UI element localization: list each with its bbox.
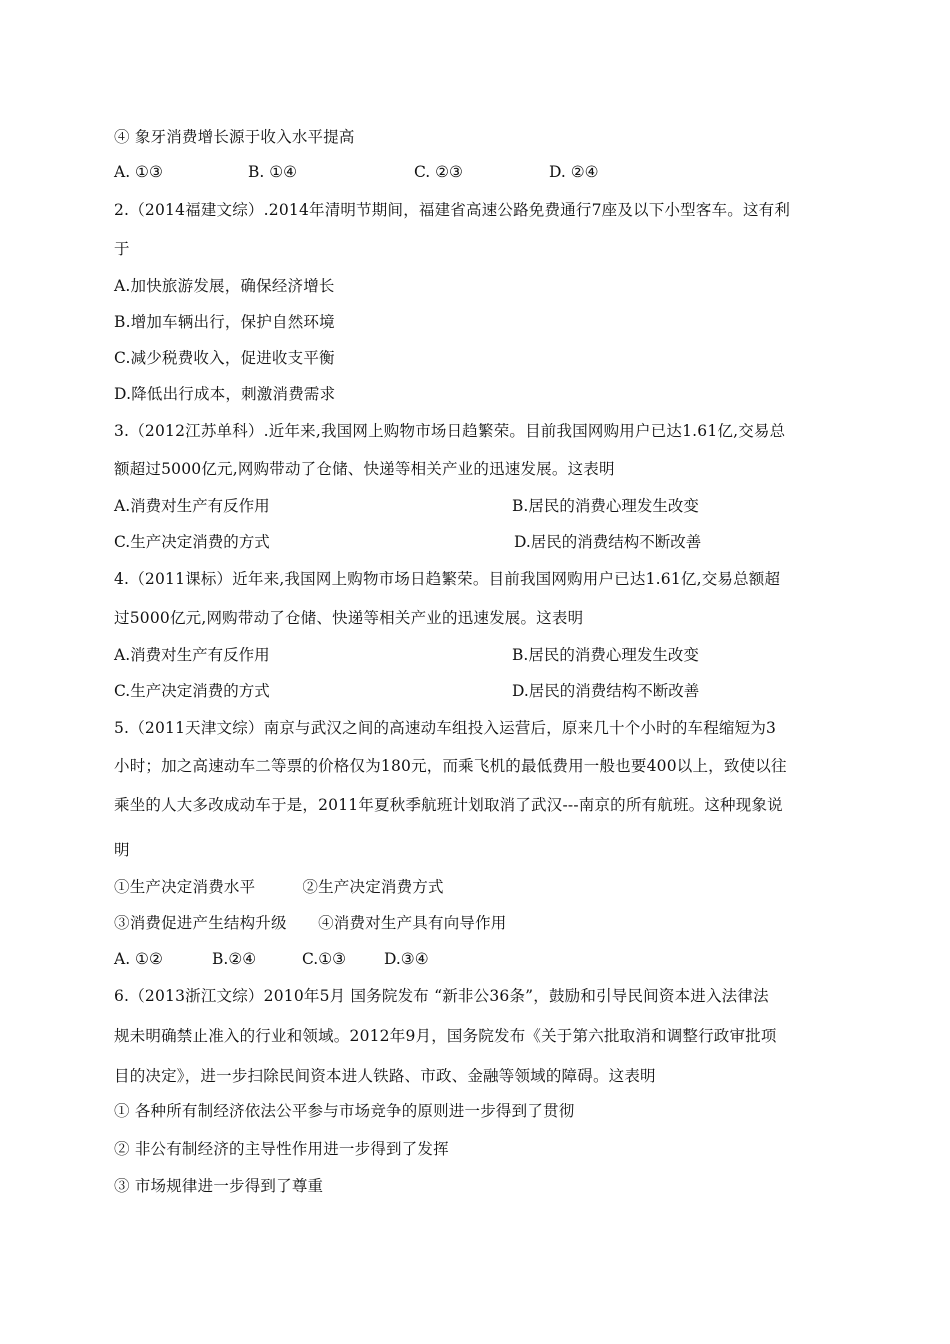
q4-option-a: A.消费对生产有反作用	[114, 646, 270, 664]
q2-stem-line2: 于	[114, 240, 130, 258]
q3-option-d: D.居民的消费结构不断改善	[514, 533, 702, 551]
q6-stem-line2: 规未明确禁止准入的行业和领域。2012年9月，国务院发布《关于第六批取消和调整行政审批项	[114, 1027, 777, 1045]
q2-option-b: B.增加车辆出行，保护自然环境	[114, 313, 335, 331]
q5-stem-line1: 5.（2011天津文综）南京与武汉之间的高速动车组投入运营后，原来几十个小时的车程缩短为3	[114, 719, 777, 737]
q1-option-c: C. ②③	[414, 163, 463, 181]
q5-option-c: C.①③	[302, 950, 347, 968]
q2-stem-line1: 2.（2014福建文综）.2014年清明节期间，福建省高速公路免费通行7座及以下小型客车。这有利	[114, 201, 791, 219]
q4-option-b: B.居民的消费心理发生改变	[512, 646, 699, 664]
q6-statement-3: ③ 市场规律进一步得到了尊重	[114, 1177, 324, 1195]
q5-statements-row2: ③消费促进产生结构升级 ④消费对生产具有向导作用	[114, 914, 507, 932]
q5-stem-line3: 乘坐的人大多改成动车于是，2011年夏秋季航班计划取消了武汉---南京的所有航班。这种现象说	[114, 796, 783, 814]
q2-option-c: C.减少税费收入，促进收支平衡	[114, 349, 335, 367]
q4-option-d: D.居民的消费结构不断改善	[512, 682, 700, 700]
q1-option-d: D. ②④	[549, 163, 599, 181]
q5-statements-row1: ①生产决定消费水平 ②生产决定消费方式	[114, 878, 444, 896]
q3-stem-line1: 3.（2012江苏单科）.近年来,我国网上购物市场日趋繁荣。目前我国网购用户已达1.61亿,交易总	[114, 422, 786, 440]
q1-statement-4: ④ 象牙消费增长源于收入水平提高	[114, 128, 355, 146]
q5-option-b: B.②④	[212, 950, 257, 968]
q3-option-c: C.生产决定消费的方式	[114, 533, 270, 551]
q6-statement-2: ② 非公有制经济的主导性作用进一步得到了发挥	[114, 1140, 449, 1158]
q4-stem-line2: 过5000亿元,网购带动了仓储、快递等相关产业的迅速发展。这表明	[114, 609, 584, 627]
q1-option-a: A. ①③	[114, 163, 163, 181]
q5-stem-line2: 小时；加之高速动车二等票的价格仅为180元，而乘飞机的最低费用一般也要400以上，致使以往	[114, 757, 787, 775]
q5-stem-line4: 明	[114, 841, 130, 859]
q3-stem-line2: 额超过5000亿元,网购带动了仓储、快递等相关产业的迅速发展。这表明	[114, 460, 615, 478]
q6-stem-line3: 目的决定》，进一步扫除民间资本进人铁路、市政、金融等领域的障碍。这表明	[114, 1067, 656, 1085]
q2-option-a: A.加快旅游发展，确保经济增长	[114, 277, 335, 295]
q3-option-a: A.消费对生产有反作用	[114, 497, 270, 515]
q6-stem-line1: 6.（2013浙江文综）2010年5月 国务院发布 “新非公36条”，鼓励和引导民间资本进入法律法	[114, 987, 769, 1005]
q5-option-a: A. ①②	[114, 950, 163, 968]
q3-option-b: B.居民的消费心理发生改变	[512, 497, 699, 515]
q1-option-b: B. ①④	[248, 163, 298, 181]
q5-option-d: D.③④	[384, 950, 429, 968]
q6-statement-1: ① 各种所有制经济依法公平参与市场竞争的原则进一步得到了贯彻	[114, 1102, 575, 1120]
q4-stem-line1: 4.（2011课标）近年来,我国网上购物市场日趋繁荣。目前我国网购用户已达1.61亿,交易总额超	[114, 570, 781, 588]
q2-option-d: D.降低出行成本，刺激消费需求	[114, 385, 336, 403]
q4-option-c: C.生产决定消费的方式	[114, 682, 270, 700]
